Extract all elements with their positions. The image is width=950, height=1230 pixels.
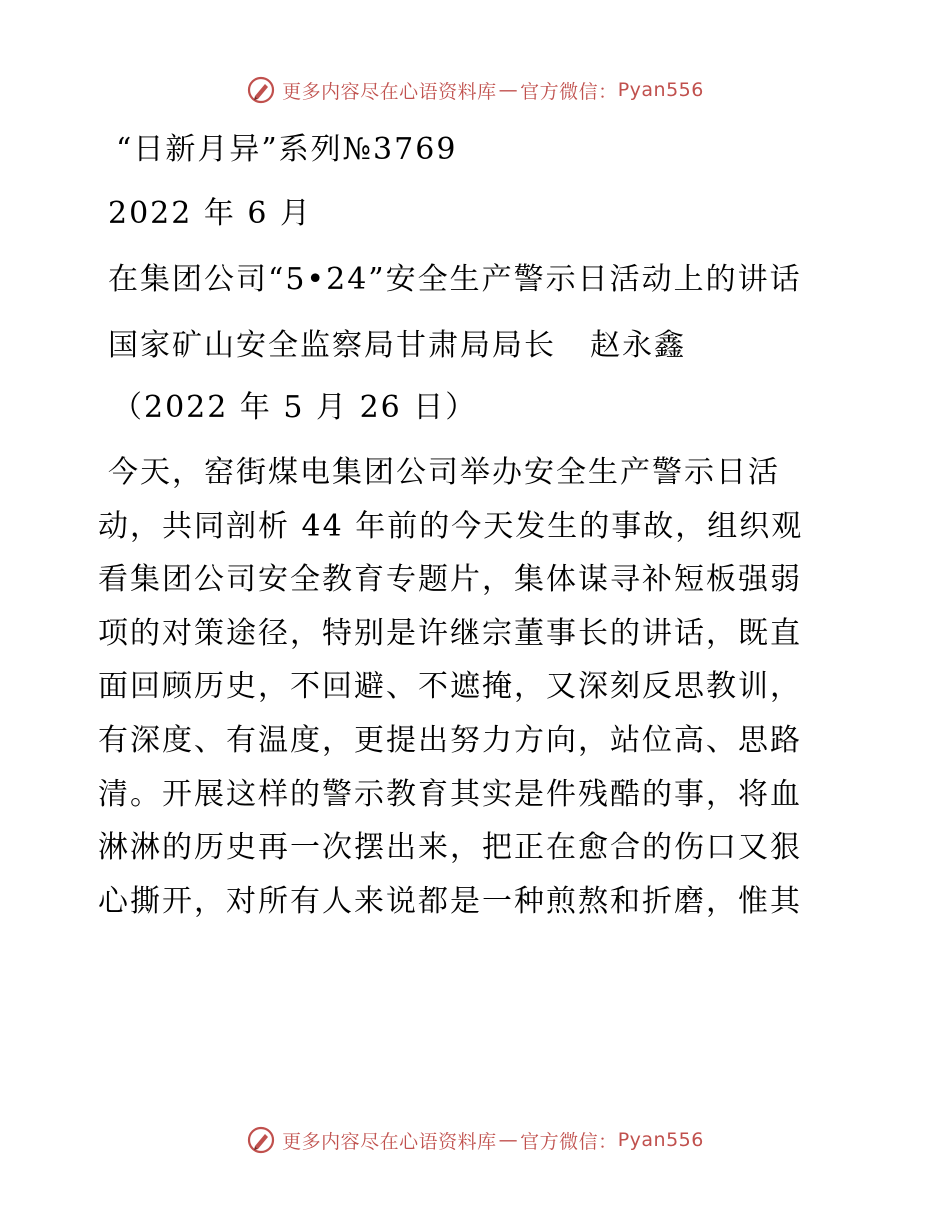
speech-date: （2022 年 5 月 26 日） — [112, 390, 478, 425]
watermark-wechat-id: Pyan556 — [617, 1129, 704, 1151]
paragraph-line: 面回顾历史，不回避、不遮掩，又深刻反思教训， — [98, 669, 802, 705]
paragraph-line: 看集团公司安全教育专题片，集体谋寻补短板强弱 — [98, 562, 802, 598]
paragraph-line: 今天，窑街煤电集团公司举办安全生产警示日活 — [108, 455, 780, 490]
watermark-separator: — — [498, 1129, 519, 1151]
body-paragraph — [98, 446, 858, 928]
watermark-text: 更多内容尽在心语资料库 — [282, 80, 497, 103]
watermark-separator: — — [498, 79, 519, 101]
watermark-official-label: 官方微信： — [520, 80, 618, 103]
paragraph-line: 动，共同剖析 44 年前的今天发生的事故，组织观 — [98, 508, 804, 544]
document-title: 在集团公司“5•24”安全生产警示日活动上的讲话 — [108, 262, 802, 297]
document-date: 2022 年 6 月 — [108, 196, 313, 231]
author-name: 赵永鑫 — [590, 328, 686, 363]
paragraph-line: 淋淋的历史再一次摆出来，把正在愈合的伤口又狠 — [98, 830, 802, 866]
header-watermark — [0, 72, 950, 108]
document-body — [98, 118, 858, 928]
watermark-official-label: 官方微信： — [520, 1130, 618, 1153]
watermark-wechat-id: Pyan556 — [617, 79, 704, 101]
paragraph-line: 心撕开，对所有人来说都是一种煎熬和折磨，惟其 — [98, 883, 802, 919]
paragraph-line: 清。开展这样的警示教育其实是件残酷的事，将血 — [98, 776, 802, 812]
pen-logo-icon — [246, 75, 276, 105]
paragraph-line: 有深度、有温度，更提出努力方向，站位高、思路 — [98, 722, 802, 758]
author-line — [108, 320, 858, 372]
author-title: 国家矿山安全监察局甘肃局局长 — [108, 328, 556, 363]
paragraph-line: 项的对策途径，特别是许继宗董事长的讲话，既直 — [98, 615, 802, 651]
series-label: “日新月异”系列№3769 — [116, 132, 458, 167]
pen-logo-icon — [246, 1125, 276, 1155]
footer-watermark — [0, 1122, 950, 1158]
watermark-text: 更多内容尽在心语资料库 — [282, 1130, 497, 1153]
